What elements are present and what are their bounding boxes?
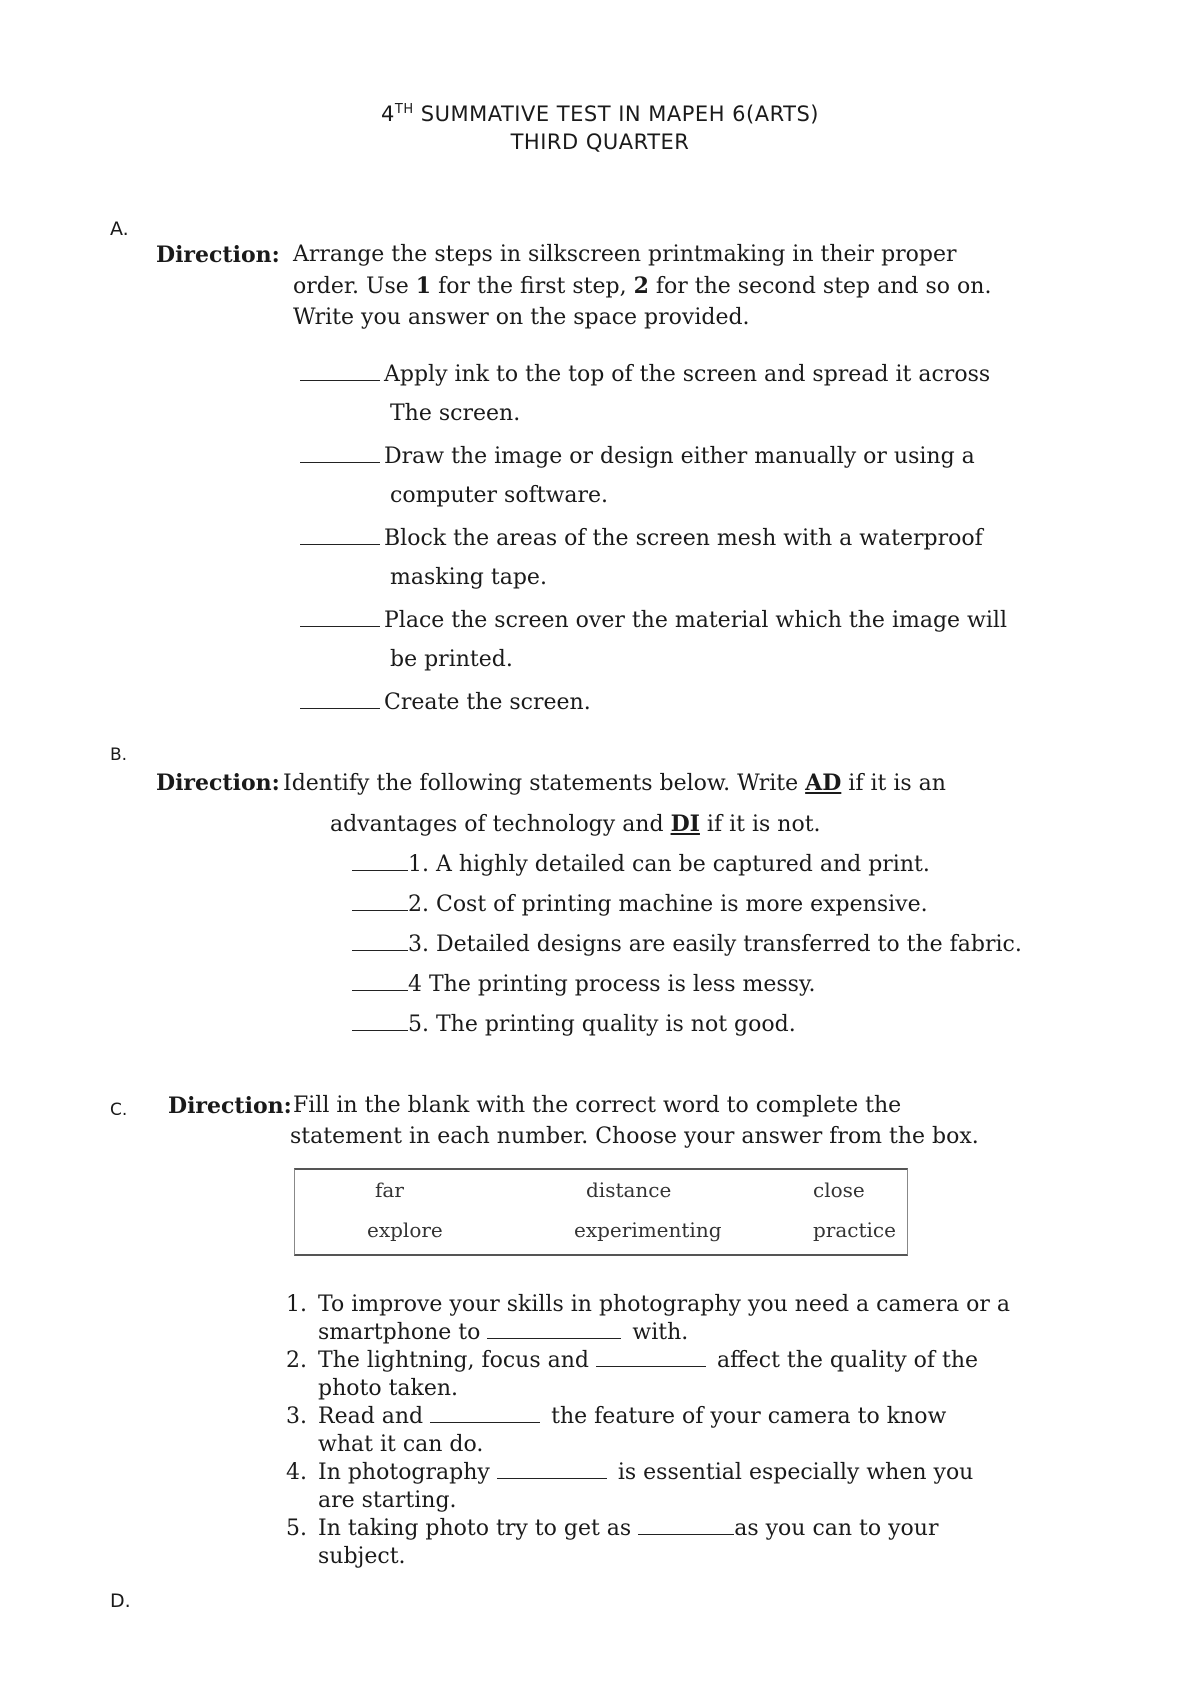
word-box-cell: explore: [367, 1218, 443, 1242]
answer-blank[interactable]: [638, 1534, 734, 1535]
list-item: Apply ink to the top of the screen and spread it across The screen.: [300, 362, 1007, 444]
answer-blank[interactable]: [352, 1030, 408, 1031]
section-d-letter: D.: [110, 1590, 131, 1612]
section-b-direction-line2: advantages of technology and DI if it is not.: [330, 811, 821, 837]
section-b-letter: B.: [110, 745, 128, 765]
section-b-items: [352, 852, 1022, 1052]
section-a-direction-line2: order. Use 1 for the first step, 2 for the second step and so on.: [293, 273, 992, 299]
list-item: Create the screen.: [300, 690, 1007, 715]
section-b-direction-label: Direction:: [156, 770, 280, 796]
answer-blank[interactable]: [430, 1422, 540, 1423]
answer-blank[interactable]: [497, 1478, 607, 1479]
section-c-direction-line2: statement in each number. Choose your answer from the box.: [290, 1124, 979, 1149]
section-a-items: [300, 362, 1007, 715]
list-item: 3. Detailed designs are easily transferred to the fabric.: [352, 932, 1022, 972]
page-subtitle: THIRD QUARTER: [510, 130, 690, 154]
section-c-direction-label: Direction:: [168, 1093, 292, 1119]
word-box-cell: distance: [586, 1178, 672, 1202]
answer-blank[interactable]: [352, 990, 408, 991]
page-title: 4TH SUMMATIVE TEST IN MAPEH 6(ARTS): [381, 102, 819, 126]
word-box-cell: far: [375, 1178, 404, 1202]
word-box-cell: practice: [813, 1218, 896, 1242]
list-item: 3. Read and the feature of your camera to know what it can do.: [286, 1404, 947, 1457]
answer-blank[interactable]: [300, 380, 380, 381]
list-item: 5. The printing quality is not good.: [352, 1012, 1022, 1052]
list-item: 5. In taking photo try to get as as you can to your subject.: [286, 1516, 939, 1569]
section-b-direction-line1: Identify the following statements below. Write AD if it is an: [283, 770, 946, 796]
answer-blank[interactable]: [352, 910, 408, 911]
word-box-cell: close: [813, 1178, 865, 1202]
list-item: Draw the image or design either manually or using a computer software.: [300, 444, 1007, 526]
list-item: 4 The printing process is less messy.: [352, 972, 1022, 1012]
answer-blank[interactable]: [300, 544, 380, 545]
answer-blank[interactable]: [300, 708, 380, 709]
list-item: 1. To improve your skills in photography you need a camera or a smartphone to with.: [286, 1292, 1010, 1345]
section-c-items: [286, 1292, 1010, 1569]
word-box-cell: experimenting: [574, 1218, 722, 1242]
list-item: Block the areas of the screen mesh with a waterproof masking tape.: [300, 526, 1007, 608]
section-a-direction-line3: Write you answer on the space provided.: [293, 305, 750, 330]
answer-blank[interactable]: [487, 1338, 621, 1339]
section-c-direction-line1: Fill in the blank with the correct word to complete the: [293, 1093, 902, 1118]
list-item: 4. In photography is essential especially when you are starting.: [286, 1460, 974, 1513]
section-a-direction-line1: Arrange the steps in silkscreen printmaking in their proper: [293, 242, 957, 267]
answer-blank[interactable]: [352, 950, 408, 951]
answer-blank[interactable]: [596, 1366, 706, 1367]
answer-blank[interactable]: [300, 626, 380, 627]
answer-blank[interactable]: [352, 870, 408, 871]
section-a-direction-label: Direction:: [156, 242, 280, 268]
list-item: 2. Cost of printing machine is more expensive.: [352, 892, 1022, 932]
section-a-letter: A.: [110, 218, 129, 240]
section-c-letter: C.: [110, 1100, 128, 1120]
list-item: Place the screen over the material which the image will be printed.: [300, 608, 1007, 690]
list-item: 1. A highly detailed can be captured and print.: [352, 852, 1022, 892]
answer-blank[interactable]: [300, 462, 380, 463]
list-item: 2. The lightning, focus and affect the quality of the photo taken.: [286, 1348, 979, 1401]
word-box: [294, 1168, 908, 1256]
